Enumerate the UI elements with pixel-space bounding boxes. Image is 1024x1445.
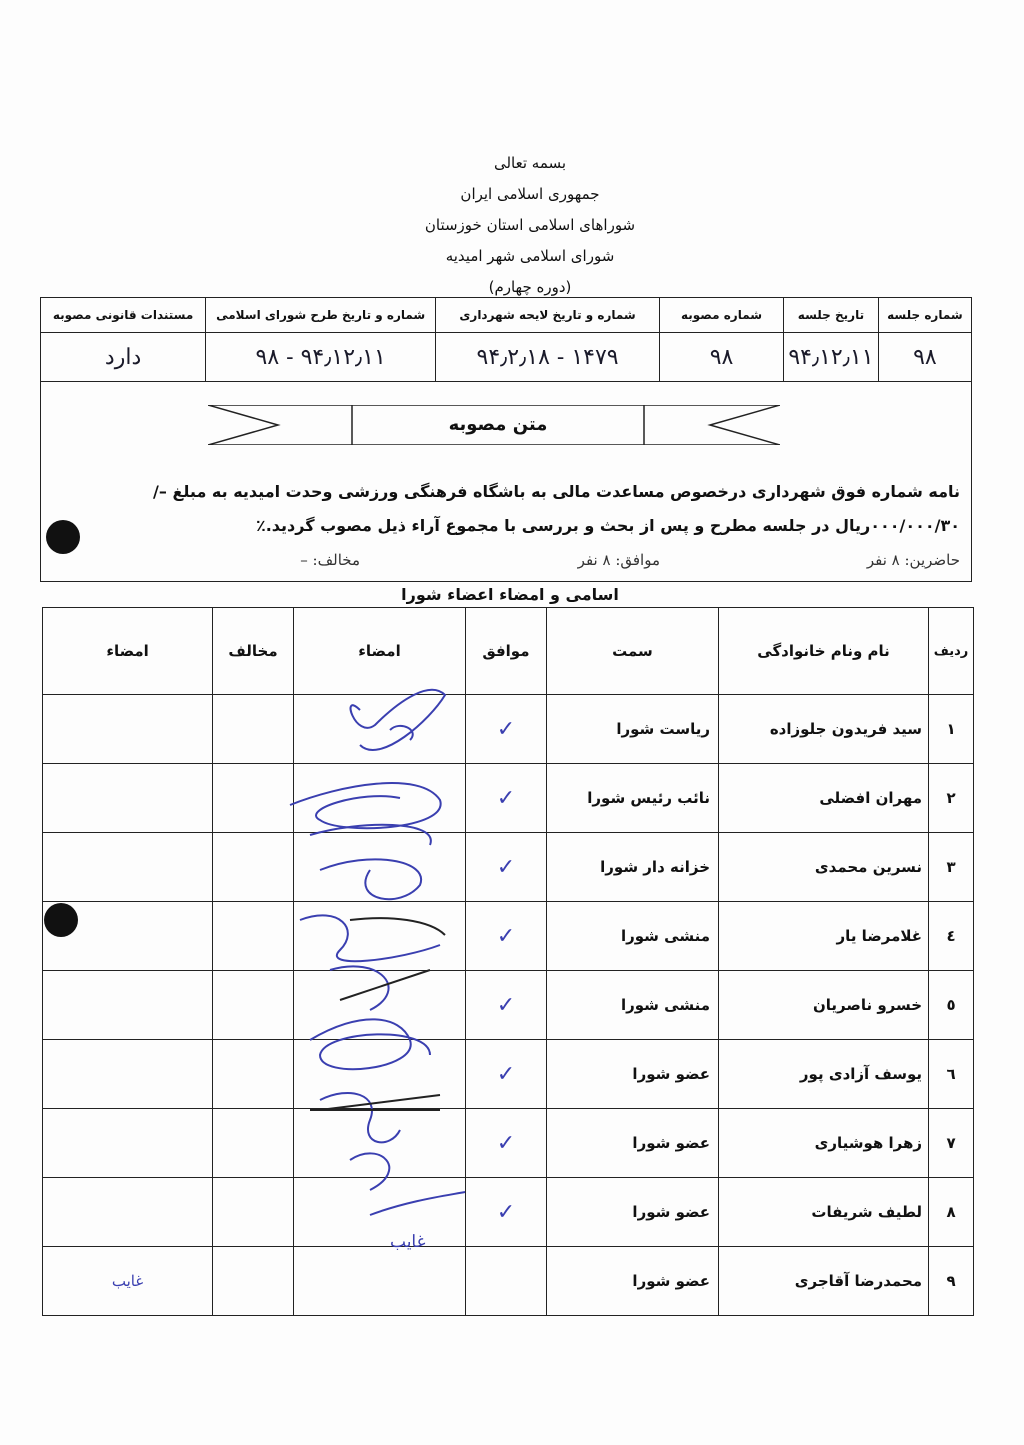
agree-check: ✓ bbox=[466, 695, 547, 764]
members-table bbox=[42, 607, 974, 1316]
row-number: ٦ bbox=[929, 1040, 974, 1109]
agree-check: ✓ bbox=[466, 1178, 547, 1247]
table-row bbox=[43, 1178, 974, 1247]
oppose-count: مخالف: – bbox=[300, 551, 360, 569]
agree-check: ✓ bbox=[466, 1040, 547, 1109]
members-header-row bbox=[43, 608, 974, 695]
meta-session-date: ۹۴٫۱۲٫۱۱ bbox=[784, 333, 879, 382]
member-position: خزانه دار شورا bbox=[546, 833, 718, 902]
member-signature bbox=[293, 764, 465, 833]
table-row bbox=[43, 833, 974, 902]
header-signature: امضاء bbox=[293, 608, 465, 695]
table-row bbox=[43, 1109, 974, 1178]
agree-check bbox=[466, 1247, 547, 1316]
member-signature bbox=[293, 1040, 465, 1109]
member-signature bbox=[293, 1109, 465, 1178]
header-city-council: شورای اسلامی شهر امیدیه bbox=[445, 247, 615, 265]
member-name: خسرو ناصریان bbox=[719, 971, 929, 1040]
table-row bbox=[43, 902, 974, 971]
header-row-number: ردیف bbox=[929, 608, 974, 695]
oppose-cell bbox=[213, 833, 294, 902]
meta-header-session-number: شماره جلسه bbox=[878, 298, 971, 333]
meta-session-number: ۹۸ bbox=[878, 333, 971, 382]
resolution-title: متن مصوبه bbox=[448, 414, 548, 435]
header-basmala: بسمه تعالی bbox=[493, 154, 567, 172]
member-signature bbox=[293, 971, 465, 1040]
agree-check: ✓ bbox=[466, 1109, 547, 1178]
member-signature bbox=[293, 1178, 465, 1247]
oppose-cell bbox=[213, 1247, 294, 1316]
row-number: ٥ bbox=[929, 971, 974, 1040]
row-number: ٩ bbox=[929, 1247, 974, 1316]
member-position: عضو شورا bbox=[546, 1178, 718, 1247]
agree-check: ✓ bbox=[466, 833, 547, 902]
agree-count: موافق: ۸ نفر bbox=[577, 551, 660, 569]
meta-resolution-number: ۹۸ bbox=[659, 333, 783, 382]
signature-2-cell bbox=[43, 695, 213, 764]
table-row bbox=[43, 1040, 974, 1109]
meta-value-row bbox=[41, 333, 972, 382]
signature-2-cell bbox=[43, 833, 213, 902]
member-position: منشی شورا bbox=[546, 971, 718, 1040]
row-number: ۱ bbox=[929, 695, 974, 764]
header-full-name: نام ونام خانوادگی bbox=[719, 608, 929, 695]
oppose-cell bbox=[213, 1040, 294, 1109]
member-position: منشی شورا bbox=[546, 902, 718, 971]
header-position: سمت bbox=[546, 608, 718, 695]
signature-2-cell: غایب bbox=[43, 1247, 213, 1316]
oppose-cell bbox=[213, 1109, 294, 1178]
signature-2-cell bbox=[43, 1178, 213, 1247]
member-signature bbox=[293, 833, 465, 902]
oppose-cell bbox=[213, 902, 294, 971]
member-signature bbox=[293, 902, 465, 971]
header-provincial-councils: شوراهای اسلامی استان خوزستان bbox=[424, 216, 636, 234]
signature-2-cell bbox=[43, 971, 213, 1040]
members-title: اسامی و امضاء اعضاء شورا bbox=[401, 585, 619, 604]
header-agree: موافق bbox=[466, 608, 547, 695]
meta-header-resolution-number: شماره مصوبه bbox=[659, 298, 783, 333]
meta-municipality-bill: ۱۴۷۹ - ۹۴٫۲٫۱۸ bbox=[436, 333, 660, 382]
member-name: یوسف آزادی پور bbox=[719, 1040, 929, 1109]
member-name: مهران افضلی bbox=[719, 764, 929, 833]
meta-header-session-date: تاریخ جلسه bbox=[784, 298, 879, 333]
row-number: ۳ bbox=[929, 833, 974, 902]
document-header bbox=[300, 148, 760, 303]
signature-2-cell bbox=[43, 1109, 213, 1178]
meta-header-row bbox=[41, 298, 972, 333]
member-signature bbox=[293, 1247, 465, 1316]
meta-legal-basis: دارد bbox=[41, 333, 206, 382]
table-row bbox=[43, 764, 974, 833]
agree-check: ✓ bbox=[466, 764, 547, 833]
resolution-text: نامه شماره فوق شهرداری درخصوص مساعدت مالی به باشگاه فرهنگی ورزشی وحدت امیدیه به مبلغ –/۰۰۰/۰۰۰/۳۰ریال در جلسه مطرح و پس از بحث و بررسی با مجموع آراء ذیل مصوب گردید.٪ bbox=[153, 482, 960, 535]
member-name: لطیف شریفات bbox=[719, 1178, 929, 1247]
table-row bbox=[43, 695, 974, 764]
row-number: ٧ bbox=[929, 1109, 974, 1178]
agree-check: ✓ bbox=[466, 971, 547, 1040]
meta-header-council-plan: شماره و تاریخ طرح شورای اسلامی bbox=[206, 298, 436, 333]
member-position: عضو شورا bbox=[546, 1040, 718, 1109]
member-name: محمدرضا آقاجری bbox=[719, 1247, 929, 1316]
header-term: (دوره چهارم) bbox=[488, 278, 572, 296]
row-number: ۲ bbox=[929, 764, 974, 833]
member-position: عضو شورا bbox=[546, 1109, 718, 1178]
member-position: عضو شورا bbox=[546, 1247, 718, 1316]
agree-check: ✓ bbox=[466, 902, 547, 971]
member-name: زهرا هوشیاری bbox=[719, 1109, 929, 1178]
member-name: نسرین محمدی bbox=[719, 833, 929, 902]
punch-hole bbox=[46, 520, 80, 554]
header-country: جمهوری اسلامی ایران bbox=[460, 185, 600, 203]
oppose-cell bbox=[213, 971, 294, 1040]
vote-summary bbox=[48, 545, 960, 575]
member-signature bbox=[293, 695, 465, 764]
header-oppose: مخالف bbox=[213, 608, 294, 695]
member-position: نائب رئیس شورا bbox=[546, 764, 718, 833]
table-row bbox=[43, 971, 974, 1040]
signature-2-cell bbox=[43, 1040, 213, 1109]
meta-header-municipality-bill: شماره و تاریخ لایحه شهرداری bbox=[436, 298, 660, 333]
oppose-cell bbox=[213, 764, 294, 833]
punch-hole bbox=[44, 903, 78, 937]
signature-2-cell bbox=[43, 764, 213, 833]
member-rows bbox=[43, 695, 974, 1316]
absent-signature-mark: غایب bbox=[390, 1232, 426, 1252]
table-row bbox=[43, 1247, 974, 1316]
member-position: ریاست شورا bbox=[546, 695, 718, 764]
row-number: ٤ bbox=[929, 902, 974, 971]
meta-header-legal-basis: مستندات قانونی مصوبه bbox=[41, 298, 206, 333]
resolution-meta-table bbox=[40, 297, 972, 382]
header-signature-2: امضاء bbox=[43, 608, 213, 695]
oppose-cell bbox=[213, 695, 294, 764]
oppose-cell bbox=[213, 1178, 294, 1247]
meta-council-plan: ۹۴٫۱۲٫۱۱ - ۹۸ bbox=[206, 333, 436, 382]
present-count: حاضرین: ۸ نفر bbox=[866, 551, 960, 569]
row-number: ٨ bbox=[929, 1178, 974, 1247]
member-name: غلامرضا یار bbox=[719, 902, 929, 971]
member-name: سید فریدون جلوزاده bbox=[719, 695, 929, 764]
